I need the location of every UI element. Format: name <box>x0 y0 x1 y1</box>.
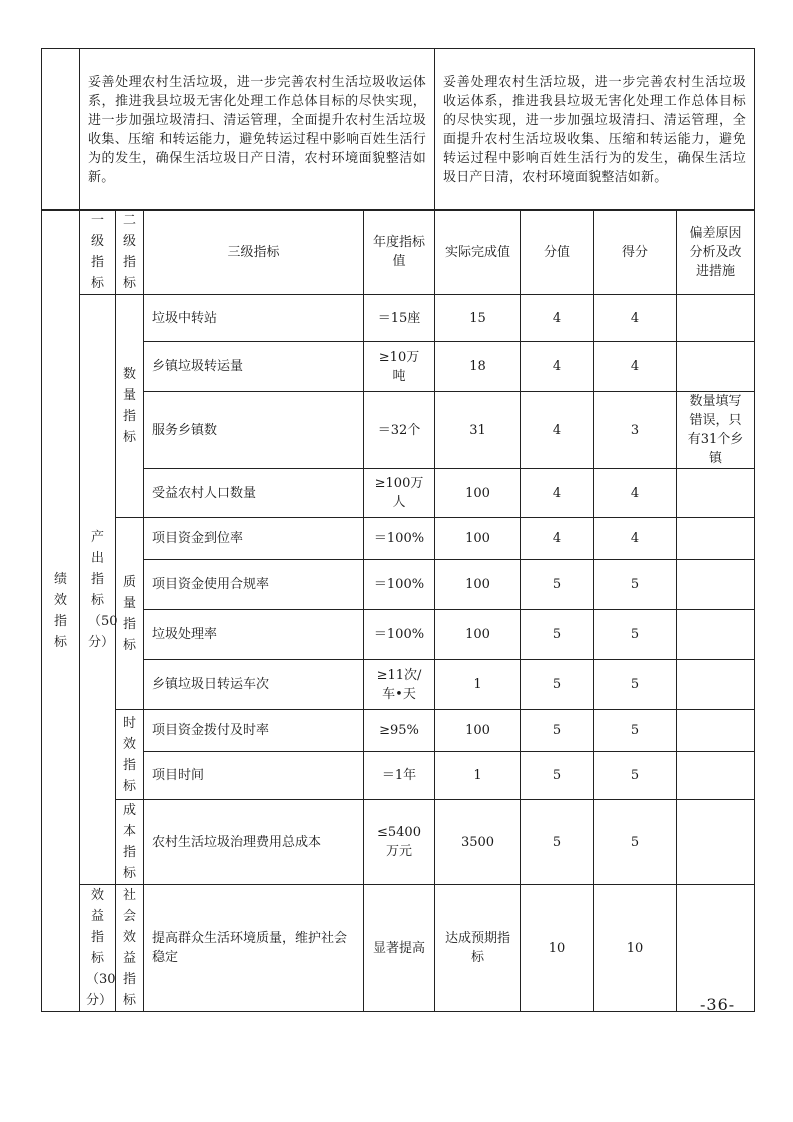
weight-value: 5 <box>521 660 594 710</box>
header-level3: 三级指标 <box>144 210 364 295</box>
annual-target: ＝1年 <box>364 752 435 800</box>
level1-benefit: 效益指标（30分） <box>80 885 116 1012</box>
weight-value: 5 <box>521 752 594 800</box>
table-row <box>42 469 755 518</box>
annual-target: ＝32个 <box>364 392 435 469</box>
header-score: 得分 <box>594 210 677 295</box>
indicator-name: 受益农村人口数量 <box>144 469 364 518</box>
deviation-note <box>677 342 755 392</box>
level2-quantity: 数量指标 <box>116 295 144 518</box>
table-row <box>42 342 755 392</box>
score-value: 4 <box>594 518 677 560</box>
annual-target: ＝15座 <box>364 295 435 342</box>
indicator-name: 服务乡镇数 <box>144 392 364 469</box>
annual-target: ≥100万人 <box>364 469 435 518</box>
actual-value: 100 <box>435 518 521 560</box>
actual-value: 18 <box>435 342 521 392</box>
weight-value: 4 <box>521 295 594 342</box>
deviation-note <box>677 710 755 752</box>
table-row <box>42 800 755 885</box>
indicator-name: 垃圾处理率 <box>144 610 364 660</box>
table-row <box>42 660 755 710</box>
level1-output: 产出指标（50分） <box>80 295 116 885</box>
table-row <box>42 710 755 752</box>
indicator-name: 乡镇垃圾日转运车次 <box>144 660 364 710</box>
annual-target: ＝100% <box>364 610 435 660</box>
indicator-name: 乡镇垃圾转运量 <box>144 342 364 392</box>
weight-value: 5 <box>521 800 594 885</box>
actual-value: 100 <box>435 610 521 660</box>
score-value: 5 <box>594 800 677 885</box>
score-value: 5 <box>594 660 677 710</box>
actual-value: 15 <box>435 295 521 342</box>
actual-value: 3500 <box>435 800 521 885</box>
deviation-note <box>677 752 755 800</box>
indicator-table <box>41 209 755 1012</box>
level2-social: 社会效益指标 <box>116 885 144 1012</box>
weight-value: 4 <box>521 392 594 469</box>
actual-value: 1 <box>435 752 521 800</box>
indicator-name: 项目资金到位率 <box>144 518 364 560</box>
header-level2: 二级指标 <box>116 210 144 295</box>
indicator-name: 项目资金使用合规率 <box>144 560 364 610</box>
indicator-name: 垃圾中转站 <box>144 295 364 342</box>
weight-value: 4 <box>521 342 594 392</box>
table-row <box>42 295 755 342</box>
actual-value: 100 <box>435 710 521 752</box>
table-row <box>42 610 755 660</box>
table-row <box>42 885 755 1012</box>
score-value: 5 <box>594 710 677 752</box>
actual-value: 达成预期指标 <box>435 885 521 1012</box>
table-row <box>42 752 755 800</box>
score-value: 4 <box>594 295 677 342</box>
deviation-note <box>677 660 755 710</box>
level2-timeliness: 时效指标 <box>116 710 144 800</box>
level2-cost: 成本指标 <box>116 800 144 885</box>
annual-target: 显著提高 <box>364 885 435 1012</box>
annual-target: ＝100% <box>364 560 435 610</box>
annual-target: ≥10万吨 <box>364 342 435 392</box>
score-value: 4 <box>594 469 677 518</box>
actual-goal-text: 妥善处理农村生活垃圾，进一步完善农村生活垃圾收运体系，推进我县垃圾无害化处理工作总体目标的尽快实现，进一步加强垃圾清扫、清运管理，全面提升农村生活垃圾收集、压缩和转运能力，避免转运过程中影响百姓生活行为的发生，确保生活垃圾日产日清，农村环境面貌整洁如新。 <box>435 49 755 211</box>
score-value: 3 <box>594 392 677 469</box>
goal-table <box>41 48 755 211</box>
score-value: 5 <box>594 752 677 800</box>
weight-value: 5 <box>521 560 594 610</box>
level2-quality: 质量指标 <box>116 518 144 710</box>
weight-value: 4 <box>521 518 594 560</box>
deviation-note <box>677 295 755 342</box>
annual-target: ≥95% <box>364 710 435 752</box>
weight-value: 10 <box>521 885 594 1012</box>
actual-value: 100 <box>435 469 521 518</box>
score-value: 10 <box>594 885 677 1012</box>
header-weight: 分值 <box>521 210 594 295</box>
actual-value: 31 <box>435 392 521 469</box>
header-annual-target: 年度指标值 <box>364 210 435 295</box>
deviation-note <box>677 610 755 660</box>
indicator-name: 农村生活垃圾治理费用总成本 <box>144 800 364 885</box>
deviation-note <box>677 885 755 1012</box>
page-number: -36- <box>700 995 736 1014</box>
indicator-name: 提高群众生活环境质量，维护社会稳定 <box>144 885 364 1012</box>
header-level1: 一级指标 <box>80 210 116 295</box>
score-value: 5 <box>594 610 677 660</box>
header-deviation: 偏差原因分析及改进措施 <box>677 210 755 295</box>
table-row <box>42 518 755 560</box>
indicator-name: 项目资金拨付及时率 <box>144 710 364 752</box>
score-value: 5 <box>594 560 677 610</box>
section-label-performance-indicators: 绩效指标 <box>42 210 80 1012</box>
actual-value: 1 <box>435 660 521 710</box>
goal-blank-cell <box>42 49 80 211</box>
deviation-note <box>677 518 755 560</box>
deviation-note <box>677 800 755 885</box>
annual-target: ＝100% <box>364 518 435 560</box>
planned-goal-text: 妥善处理农村生活垃圾，进一步完善农村生活垃圾收运体系，推进我县垃圾无害化处理工作总体目标的尽快实现，进一步加强垃圾清扫、清运管理，全面提升农村生活垃圾收集、压缩 和转运能力，避免转运过程中影响百姓生活行为的发生，确保生活垃圾日产日清，农村环境面貌整洁如新。 <box>80 49 435 211</box>
deviation-note: 数量填写错误，只有31个乡镇 <box>677 392 755 469</box>
table-row <box>42 392 755 469</box>
actual-value: 100 <box>435 560 521 610</box>
annual-target: ≤5400万元 <box>364 800 435 885</box>
table-row <box>42 560 755 610</box>
weight-value: 5 <box>521 710 594 752</box>
annual-target: ≥11次/车•天 <box>364 660 435 710</box>
score-value: 4 <box>594 342 677 392</box>
header-actual-value: 实际完成值 <box>435 210 521 295</box>
weight-value: 5 <box>521 610 594 660</box>
indicator-name: 项目时间 <box>144 752 364 800</box>
deviation-note <box>677 560 755 610</box>
weight-value: 4 <box>521 469 594 518</box>
deviation-note <box>677 469 755 518</box>
